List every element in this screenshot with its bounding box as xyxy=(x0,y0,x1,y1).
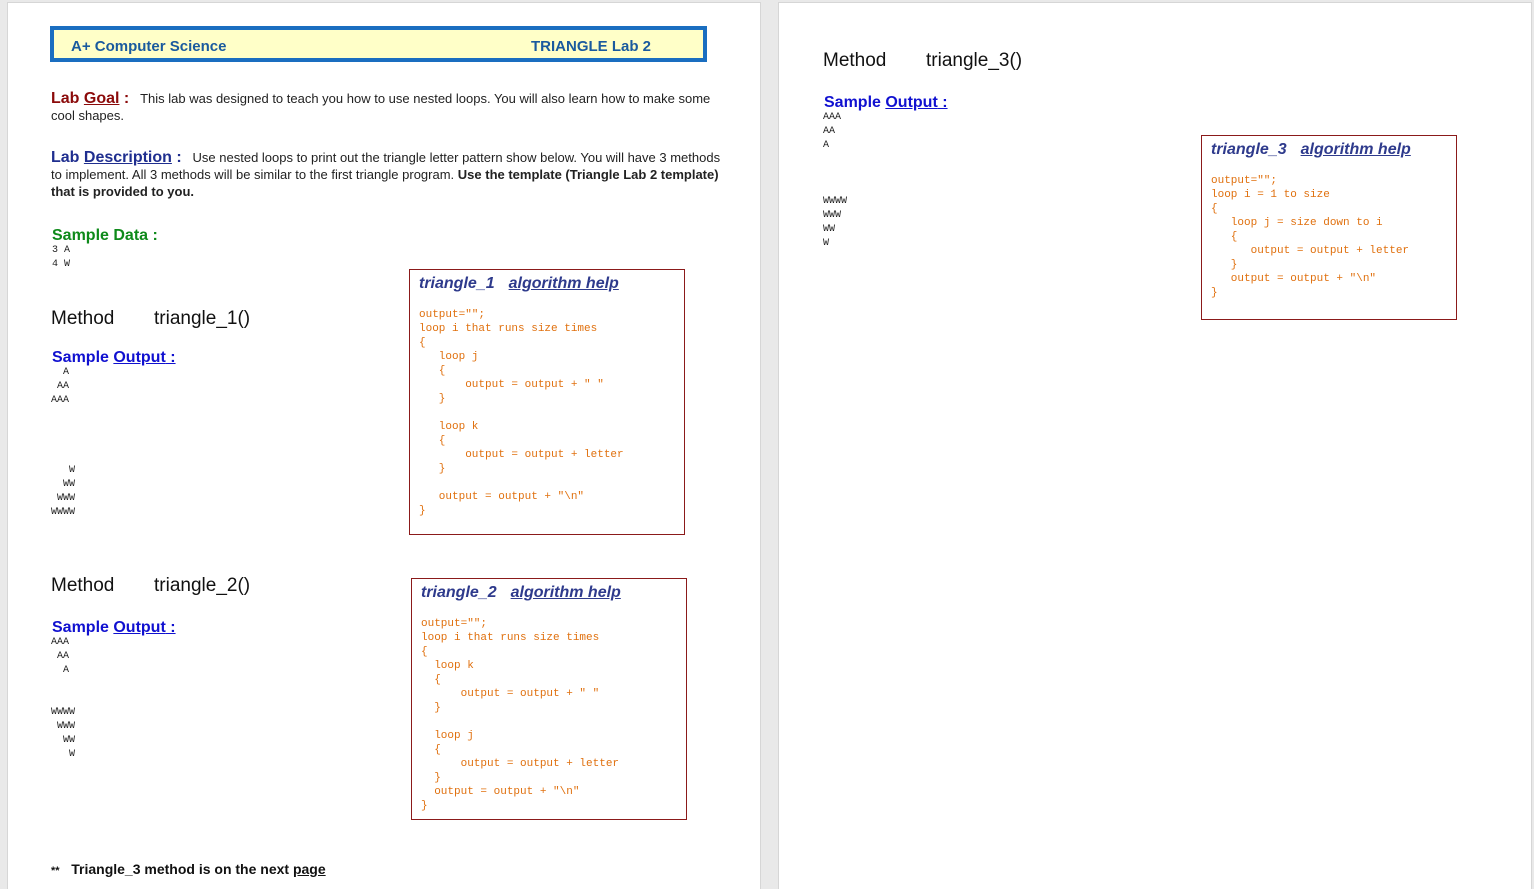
lab-header-box xyxy=(50,26,707,62)
method2-output-w: WWWW WWW WW W xyxy=(51,707,76,760)
method1-output-w: W WW WWW WWWW xyxy=(51,465,76,518)
method3-output-a: AAA AA A xyxy=(823,112,842,151)
method2-output-a: AAA AA A xyxy=(51,637,70,676)
method2-sample-output-label: Sample Output : xyxy=(52,619,176,636)
method2-name: triangle_2() xyxy=(154,575,251,596)
method3-output-w: WWWW WWW WW W xyxy=(823,196,848,249)
header-course: A+ Computer Science xyxy=(71,38,227,55)
method3-heading: Method xyxy=(823,50,887,71)
method1-heading: Method xyxy=(51,308,115,329)
method1-output-a: A AA AAA xyxy=(51,367,70,406)
lab-description-text: Use nested loops to print out the triangle letter pattern show below. You will have 3 methods to implement. All 3 methods will be similar to the first triangle program. xyxy=(51,150,721,182)
triangle2-algorithm-code: output=""; loop i that runs size times { loop k { output = output + " " } loop j { output = output + letter } output = output + "\n" } xyxy=(421,618,620,812)
triangle3-algorithm-code: output=""; loop i = 1 to size { loop j = size down to i { output = output + letter } output = output + "\n" } xyxy=(1211,175,1410,299)
lab-description: Lab Description : Use nested loops to print out the triangle letter pattern show below. You will have 3 methods to implement. All 3 methods will be similar to the first triangle program. Use the template (Triangle Lab 2 template) that is provided to you. xyxy=(51,149,721,199)
triangle3-algorithm-title: triangle_3 algorithm help xyxy=(1211,141,1411,158)
triangle2-algorithm-box xyxy=(411,578,687,820)
document-page-1 xyxy=(8,3,760,889)
lab-description-bold: Use the template (Triangle Lab 2 template) that is provided to you. xyxy=(51,167,719,199)
method3-sample-output-label: Sample Output : xyxy=(824,94,948,111)
document-page-2 xyxy=(779,3,1531,889)
triangle1-algorithm-box xyxy=(409,269,685,535)
triangle2-algorithm-title: triangle_2 algorithm help xyxy=(421,584,621,601)
next-page-note: ** Triangle_3 method is on the next page xyxy=(51,861,326,877)
header-lab-title: TRIANGLE Lab 2 xyxy=(531,38,652,55)
method2-heading: Method xyxy=(51,575,115,596)
method1-sample-output-label: Sample Output : xyxy=(52,349,176,366)
lab-goal: Lab Goal : This lab was designed to teach you how to use nested loops. You will also learn how to make some cool shapes. xyxy=(51,90,711,123)
lab-goal-text: This lab was designed to teach you how to use nested loops. You will also learn how to make some cool shapes. xyxy=(51,91,711,123)
sample-data-label: Sample Data : xyxy=(52,227,158,244)
triangle3-algorithm-box xyxy=(1201,135,1457,320)
sample-data-lines: 3 A 4 W xyxy=(52,245,71,270)
method3-name: triangle_3() xyxy=(926,50,1023,71)
triangle1-algorithm-code: output=""; loop i that runs size times { loop j { output = output + " " } loop k { output = output + letter } output = output + "\n" } xyxy=(419,309,624,517)
method1-name: triangle_1() xyxy=(154,308,251,329)
triangle1-algorithm-title: triangle_1 algorithm help xyxy=(419,275,619,292)
